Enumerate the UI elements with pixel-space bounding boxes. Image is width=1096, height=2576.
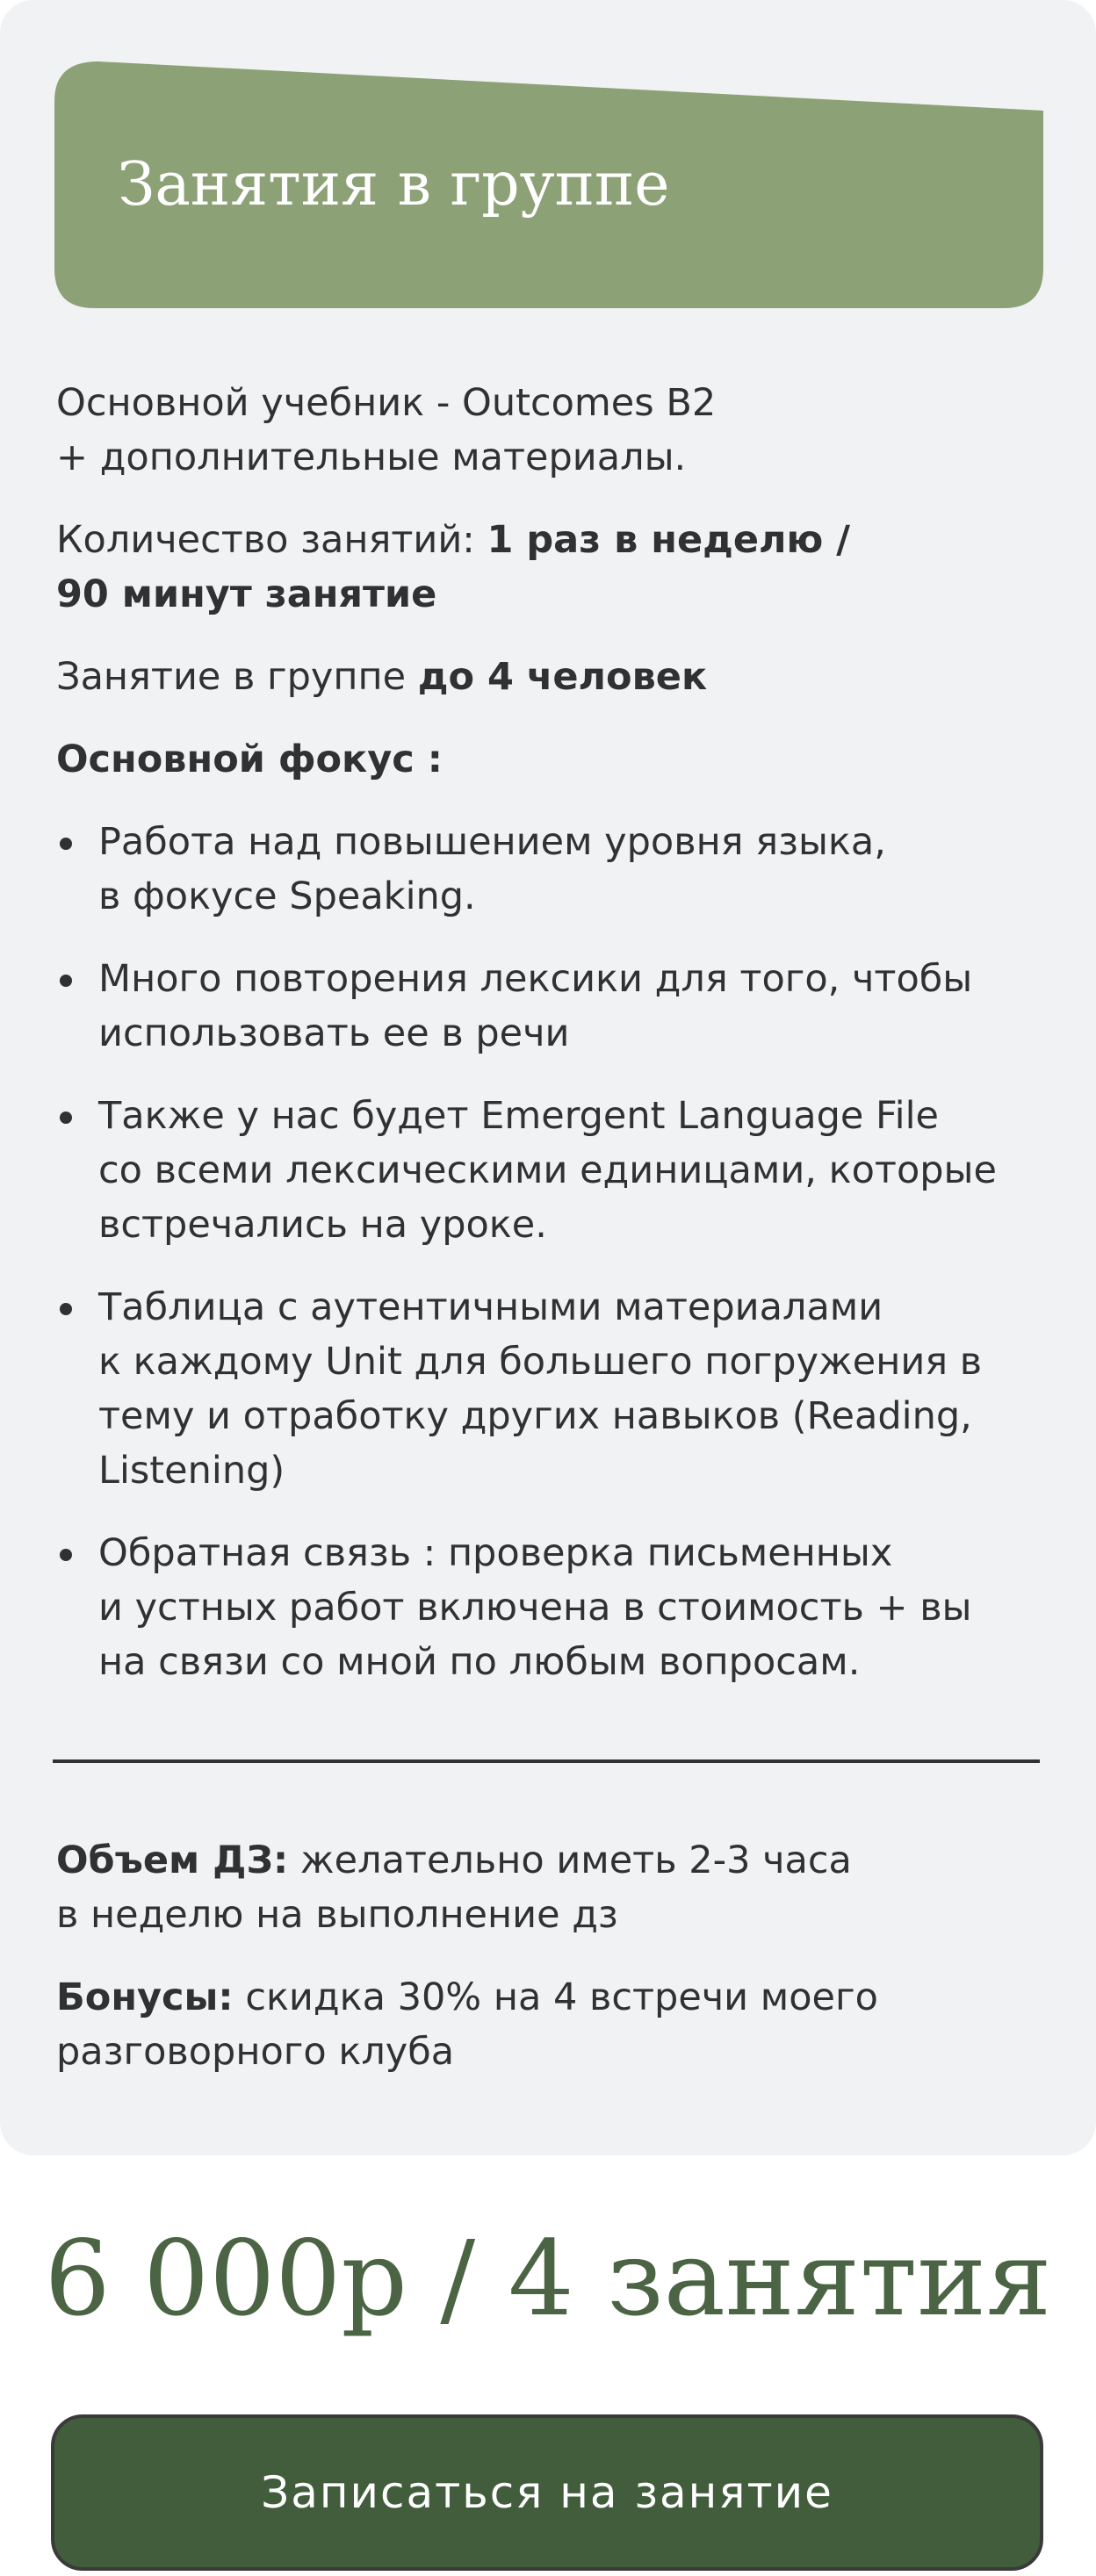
focus-heading: Основной фокус : xyxy=(56,738,443,781)
sign-up-button[interactable]: Записаться на занятие xyxy=(51,2414,1043,2571)
homework-info xyxy=(56,1833,1040,1942)
list-item-line: тему и отработку других навыков (Reading, xyxy=(98,1394,972,1438)
list-item-line: со всеми лексическими единицами, которые xyxy=(98,1148,997,1192)
section-divider xyxy=(53,1759,1040,1763)
list-item-line: Listening) xyxy=(98,1449,285,1493)
homework-text: желательно иметь 2-3 часа xyxy=(299,1838,852,1882)
list-item-line: в фокусе Speaking. xyxy=(98,874,476,918)
list-item-line: Также у нас будет Emergent Language File xyxy=(98,1094,940,1138)
list-item-line: Обратная связь : проверка письменных xyxy=(98,1531,893,1575)
bonus-text: скидка 30% на 4 встречи моего xyxy=(245,1975,878,2019)
list-item xyxy=(56,815,1040,924)
section-title: Занятия в группе xyxy=(118,150,670,219)
list-item-line: Много повторения лексики для того, чтобы xyxy=(98,957,973,1001)
list-item xyxy=(56,952,1040,1061)
list-item xyxy=(56,1526,1040,1689)
list-item-line: использовать ее в речи xyxy=(98,1011,570,1055)
group-size-label: Занятие в группе xyxy=(56,655,407,699)
list-item-line: встречались на уроке. xyxy=(98,1203,547,1247)
list-item-line: к каждому Unit для большего погружения в xyxy=(98,1340,983,1384)
lessons-count-info xyxy=(56,513,1040,622)
bonus-label: Бонусы: xyxy=(56,1975,234,2019)
price-label: 6 000р / 4 занятия xyxy=(44,2218,1052,2339)
homework-text: в неделю на выполнение дз xyxy=(56,1893,618,1937)
lessons-count-value: 1 раз в неделю / xyxy=(487,518,850,562)
textbook-info xyxy=(56,376,1040,485)
focus-list xyxy=(56,815,1040,1689)
title-banner xyxy=(54,61,1043,308)
course-details xyxy=(56,376,1040,1717)
list-item-line: на связи со мной по любым вопросам. xyxy=(98,1640,861,1684)
list-item-line: Таблица с аутентичными материалами xyxy=(98,1285,883,1329)
group-size-value: до 4 человек xyxy=(417,655,708,699)
lessons-duration-value: 90 минут занятие xyxy=(56,572,437,616)
group-size-info xyxy=(56,650,1040,704)
bonus-text: разговорного клуба xyxy=(56,2030,455,2074)
bonus-info xyxy=(56,1970,1040,2079)
textbook-line: + дополнительные материалы. xyxy=(56,435,687,479)
list-item xyxy=(56,1089,1040,1252)
textbook-line: Основной учебник - Outcomes B2 xyxy=(56,381,717,425)
lessons-count-label: Количество занятий: xyxy=(56,518,475,562)
extra-info xyxy=(56,1833,1040,2107)
list-item-line: и устных работ включена в стоимость + вы xyxy=(98,1586,972,1630)
homework-label: Объем ДЗ: xyxy=(56,1838,289,1882)
list-item-line: Работа над повышением уровня языка, xyxy=(98,820,886,864)
list-item xyxy=(56,1280,1040,1498)
